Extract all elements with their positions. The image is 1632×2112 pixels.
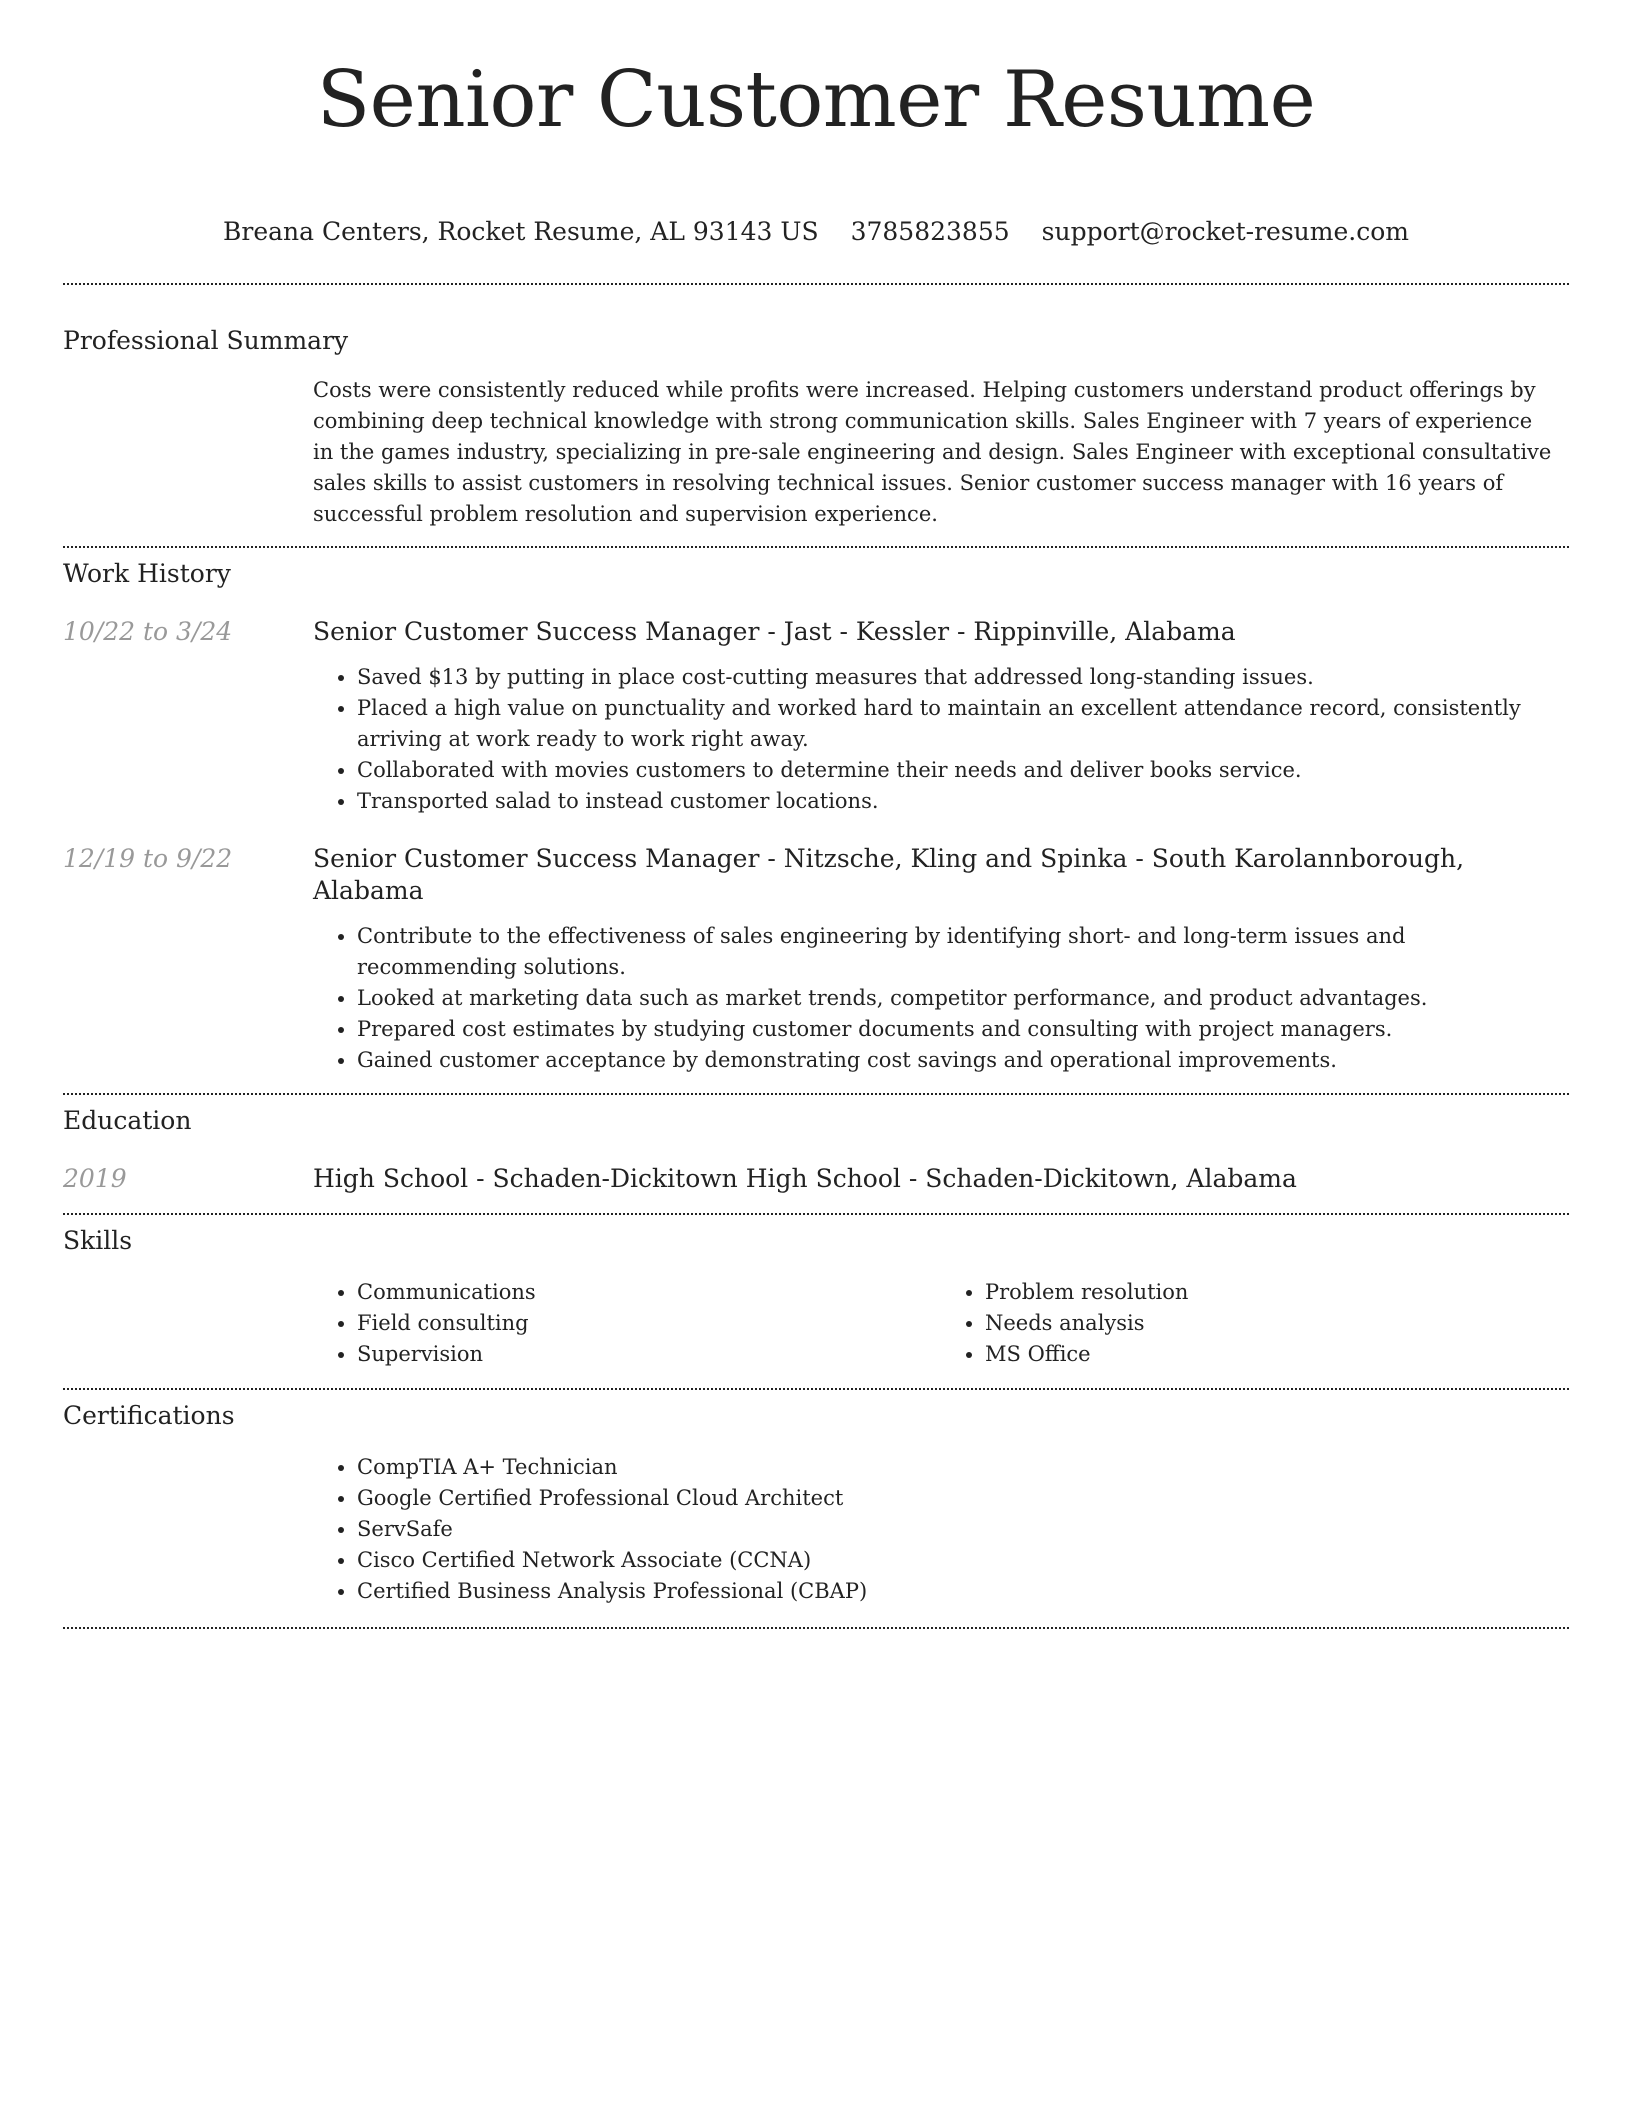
education-entry bbox=[63, 1163, 1569, 1195]
section-heading: Skills bbox=[63, 1226, 133, 1255]
skills-column bbox=[313, 1277, 941, 1370]
work-history-section bbox=[63, 548, 1569, 1076]
skills-grid bbox=[313, 1277, 1569, 1370]
section-heading: Professional Summary bbox=[63, 326, 349, 355]
job-entry bbox=[63, 616, 1569, 817]
list-item: • Looked at marketing data such as market trends, competitor performance, and product advantages. bbox=[357, 983, 1569, 1014]
list-item: • Supervision bbox=[357, 1339, 941, 1370]
contact-email: support@rocket-resume.com bbox=[1041, 217, 1409, 246]
list-item: • Needs analysis bbox=[985, 1308, 1569, 1339]
job-entry bbox=[63, 843, 1569, 1076]
list-item: • Google Certified Professional Cloud Architect bbox=[357, 1483, 1569, 1514]
section-heading: Education bbox=[63, 1106, 192, 1135]
divider bbox=[63, 1627, 1569, 1629]
certifications-list bbox=[313, 1452, 1569, 1607]
contact-address: Breana Centers, Rocket Resume, AL 93143 US bbox=[223, 217, 819, 246]
education-section bbox=[63, 1095, 1569, 1195]
job-bullets bbox=[313, 921, 1569, 1076]
list-item: • ServSafe bbox=[357, 1514, 1569, 1545]
certifications-section bbox=[63, 1390, 1569, 1607]
job-dates: 12/19 to 9/22 bbox=[63, 844, 233, 873]
list-item: • Problem resolution bbox=[985, 1277, 1569, 1308]
list-item: • Cisco Certified Network Associate (CCNA) bbox=[357, 1545, 1569, 1576]
list-item: • Communications bbox=[357, 1277, 941, 1308]
list-item: • Gained customer acceptance by demonstrating cost savings and operational improvements. bbox=[357, 1045, 1569, 1076]
job-title: Senior Customer Success Manager - Jast - Kessler - Rippinville, Alabama bbox=[313, 617, 1236, 646]
resume-title: Senior Customer Resume bbox=[316, 55, 1316, 145]
job-bullets bbox=[313, 662, 1569, 817]
education-title: High School - Schaden-Dickitown High School - Schaden-Dickitown, Alabama bbox=[313, 1164, 1297, 1193]
section-heading: Work History bbox=[63, 559, 231, 588]
education-year: 2019 bbox=[63, 1164, 127, 1193]
list-item: • Prepared cost estimates by studying customer documents and consulting with project managers. bbox=[357, 1014, 1569, 1045]
skills-column bbox=[941, 1277, 1569, 1370]
list-item: • MS Office bbox=[985, 1339, 1569, 1370]
job-title: Senior Customer Success Manager - Nitzsche, Kling and Spinka - South Karolannborough, Alabama bbox=[313, 844, 1465, 905]
list-item: • Field consulting bbox=[357, 1308, 941, 1339]
summary-section bbox=[63, 285, 1569, 530]
skills-section bbox=[63, 1215, 1569, 1370]
list-item: • Contribute to the effectiveness of sales engineering by identifying short- and long-term issues and recommending solutions. bbox=[357, 921, 1569, 983]
section-heading: Certifications bbox=[63, 1401, 235, 1430]
list-item: • Transported salad to instead customer locations. bbox=[357, 786, 1569, 817]
list-item: • Certified Business Analysis Professional (CBAP) bbox=[357, 1576, 1569, 1607]
contact-phone: 3785823855 bbox=[850, 217, 1010, 246]
list-item: • CompTIA A+ Technician bbox=[357, 1452, 1569, 1483]
list-item: • Placed a high value on punctuality and worked hard to maintain an excellent attendance record, consistently arriving at work ready to work right away. bbox=[357, 693, 1569, 755]
contact-line bbox=[63, 216, 1569, 248]
list-item: • Saved $13 by putting in place cost-cutting measures that addressed long-standing issues. bbox=[357, 662, 1569, 693]
summary-text: Costs were consistently reduced while profits were increased. Helping customers understand product offerings by combining deep technical knowledge with strong communication skills. Sales Engineer with 7 years of experience in the games industry, specializing in pre-sale engineering and design. Sales Engineer with exceptional consultative sales skills to assist customers in resolving technical issues. Senior customer success manager with 16 years of successful problem resolution and supervision experience. bbox=[313, 378, 1552, 526]
job-dates: 10/22 to 3/24 bbox=[63, 617, 233, 646]
list-item: • Collaborated with movies customers to determine their needs and deliver books service. bbox=[357, 755, 1569, 786]
